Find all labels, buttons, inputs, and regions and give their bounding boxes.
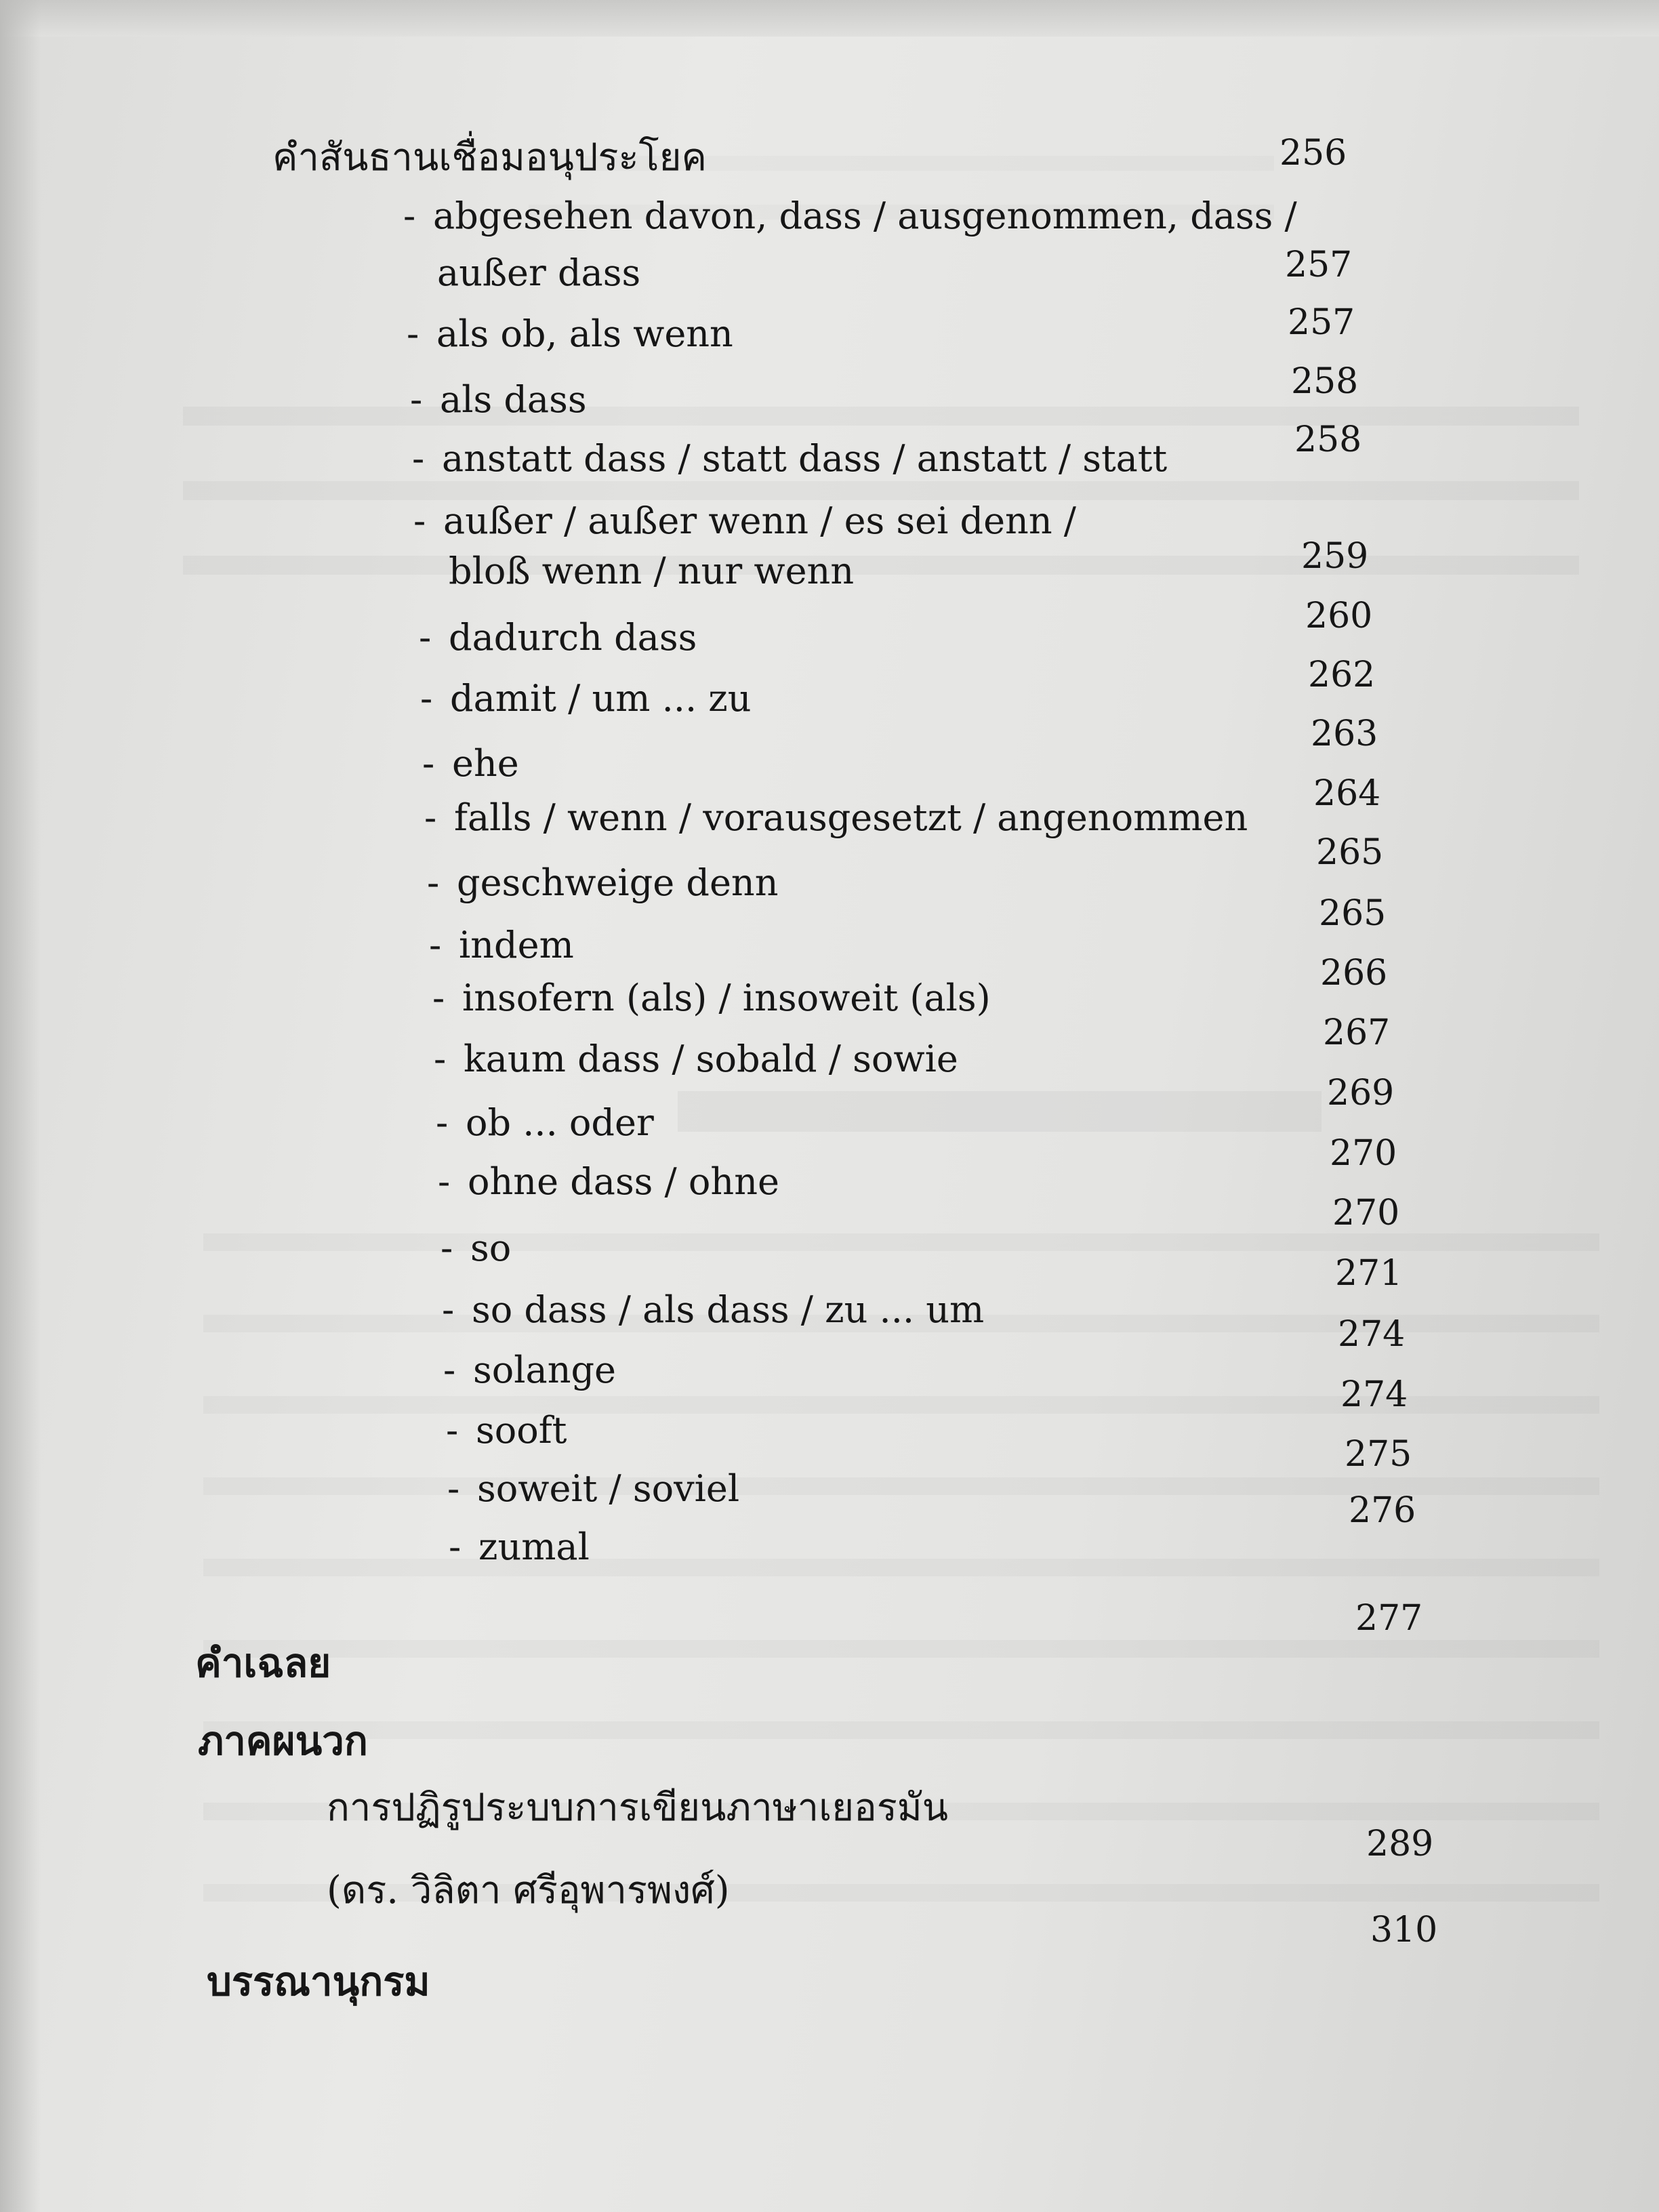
toc-entry-text: außer / außer wenn / es sei denn / (443, 499, 1076, 542)
toc-entry (449, 1525, 590, 1568)
toc-entry-page-number: 270 (1332, 1193, 1400, 1233)
toc-entry-text: sooft (476, 1409, 567, 1452)
toc-entry (420, 677, 752, 720)
bullet-dash: - (429, 924, 442, 966)
toc-entry-page-number: 265 (1319, 893, 1387, 934)
bullet-dash: - (449, 1525, 462, 1568)
bullet-dash: - (432, 977, 445, 1019)
toc-entry-text: anstatt dass / statt dass / anstatt / statt (442, 437, 1168, 480)
toc-entry-page-number: 260 (1305, 596, 1373, 636)
toc-entry-page-number: 270 (1330, 1133, 1397, 1174)
toc-entry (442, 1288, 985, 1331)
index-title: บรรณานุกรม (207, 1959, 430, 2005)
toc-entry (407, 312, 733, 355)
toc-entry-page-number: 274 (1340, 1374, 1408, 1415)
toc-entry (447, 1467, 740, 1510)
bullet-dash: - (410, 378, 423, 421)
toc-entry-page-number: 258 (1291, 361, 1359, 402)
toc-entry-text: indem (459, 924, 574, 966)
toc-entry (438, 1160, 779, 1203)
appendix-item-author: (ดร. วิลิตา ศรีอุพารพงศ์) (327, 1868, 730, 1912)
toc-entry-page-number: 265 (1316, 832, 1384, 873)
show-through-heading-2 (678, 1091, 1322, 1132)
toc-entry-text: als ob, als wenn (436, 312, 733, 355)
answers-page-number: 277 (1355, 1598, 1423, 1639)
toc-entry-text: außer dass (437, 251, 641, 294)
bullet-dash: - (422, 742, 435, 785)
toc-entry (410, 378, 587, 421)
toc-entry (403, 194, 1297, 237)
toc-entry-page-number: 263 (1311, 714, 1378, 754)
toc-entry-text: ehe (452, 742, 519, 785)
bullet-dash: - (442, 1288, 455, 1331)
toc-entry (434, 1038, 958, 1080)
section-page-number: 256 (1279, 133, 1347, 173)
toc-entry (436, 1101, 654, 1144)
toc-entry-text: kaum dass / sobald / sowie (464, 1038, 958, 1080)
page-binding-shadow (0, 0, 41, 2212)
appendix-item-title: การปฏิรูประบบการเขียนภาษาเยอรมัน (327, 1786, 948, 1830)
bullet-dash: - (403, 194, 416, 237)
appendix-page-number: 289 (1366, 1824, 1434, 1864)
toc-entry-text: abgesehen davon, dass / ausgenommen, dass / (433, 194, 1297, 237)
toc-entry-text: so (470, 1227, 512, 1269)
toc-entry (424, 796, 1248, 839)
bullet-dash: - (443, 1349, 456, 1391)
bullet-dash: - (436, 1101, 449, 1144)
bullet-dash: - (419, 616, 432, 659)
toc-entry-text: solange (473, 1349, 616, 1391)
toc-entry (422, 742, 519, 785)
section-title: คำสันธานเชื่อมอนุประโยค (272, 136, 707, 180)
bullet-dash: - (407, 312, 419, 355)
toc-entry (443, 1349, 616, 1391)
toc-entry-text: ob ... oder (466, 1101, 654, 1144)
toc-entry-text: damit / um ... zu (450, 677, 752, 720)
toc-entry-text: als dass (440, 378, 587, 421)
toc-entry-text: insofern (als) / insoweit (als) (462, 977, 991, 1019)
bullet-dash: - (438, 1160, 451, 1203)
bullet-dash: - (424, 796, 437, 839)
toc-entry-page-number: 275 (1345, 1434, 1412, 1475)
toc-entry (412, 437, 1168, 480)
bullet-dash: - (447, 1467, 460, 1510)
bullet-dash: - (446, 1409, 459, 1452)
answers-title: คำเฉลย (195, 1640, 331, 1686)
toc-entry-page-number: 257 (1288, 302, 1355, 343)
bullet-dash: - (427, 861, 440, 904)
toc-entry (427, 861, 779, 904)
toc-entry (419, 616, 697, 659)
toc-entry-text: bloß wenn / nur wenn (449, 550, 855, 592)
toc-entry-text: zumal (478, 1525, 590, 1568)
toc-entry-page-number: 264 (1313, 773, 1381, 814)
toc-entry (429, 924, 574, 966)
toc-entry-text: geschweige denn (457, 861, 779, 904)
bullet-dash: - (412, 437, 425, 480)
index-page-number: 310 (1370, 1910, 1438, 1950)
toc-entry-page-number: 257 (1285, 245, 1353, 285)
toc-entry-text: ohne dass / ohne (468, 1160, 779, 1203)
toc-entry (441, 1227, 512, 1269)
bullet-dash: - (420, 677, 433, 720)
toc-entry-page-number: 258 (1294, 419, 1362, 460)
toc-entry-text: dadurch dass (449, 616, 697, 659)
appendix-title: ภาคผนวก (198, 1718, 368, 1764)
toc-entry-page-number: 276 (1349, 1490, 1416, 1531)
toc-entry (446, 1409, 567, 1452)
toc-entry (413, 499, 1076, 542)
toc-entry-page-number: 271 (1335, 1253, 1403, 1294)
toc-entry (432, 977, 991, 1019)
bullet-dash: - (434, 1038, 447, 1080)
page-top-edge (0, 0, 1659, 37)
bullet-dash: - (441, 1227, 453, 1269)
toc-entry-page-number: 274 (1338, 1314, 1406, 1355)
show-through-block (183, 407, 1579, 583)
toc-entry-page-number: 262 (1308, 655, 1376, 695)
toc-entry-text: soweit / soviel (477, 1467, 740, 1510)
bullet-dash: - (413, 499, 426, 542)
toc-entry-page-number: 267 (1323, 1012, 1391, 1053)
toc-entry-text: so dass / als dass / zu ... um (472, 1288, 985, 1331)
toc-entry-page-number: 259 (1301, 536, 1369, 577)
toc-entry-page-number: 269 (1327, 1073, 1395, 1113)
toc-entry-text: falls / wenn / vorausgesetzt / angenommen (454, 796, 1248, 839)
toc-entry-page-number: 266 (1320, 953, 1388, 994)
